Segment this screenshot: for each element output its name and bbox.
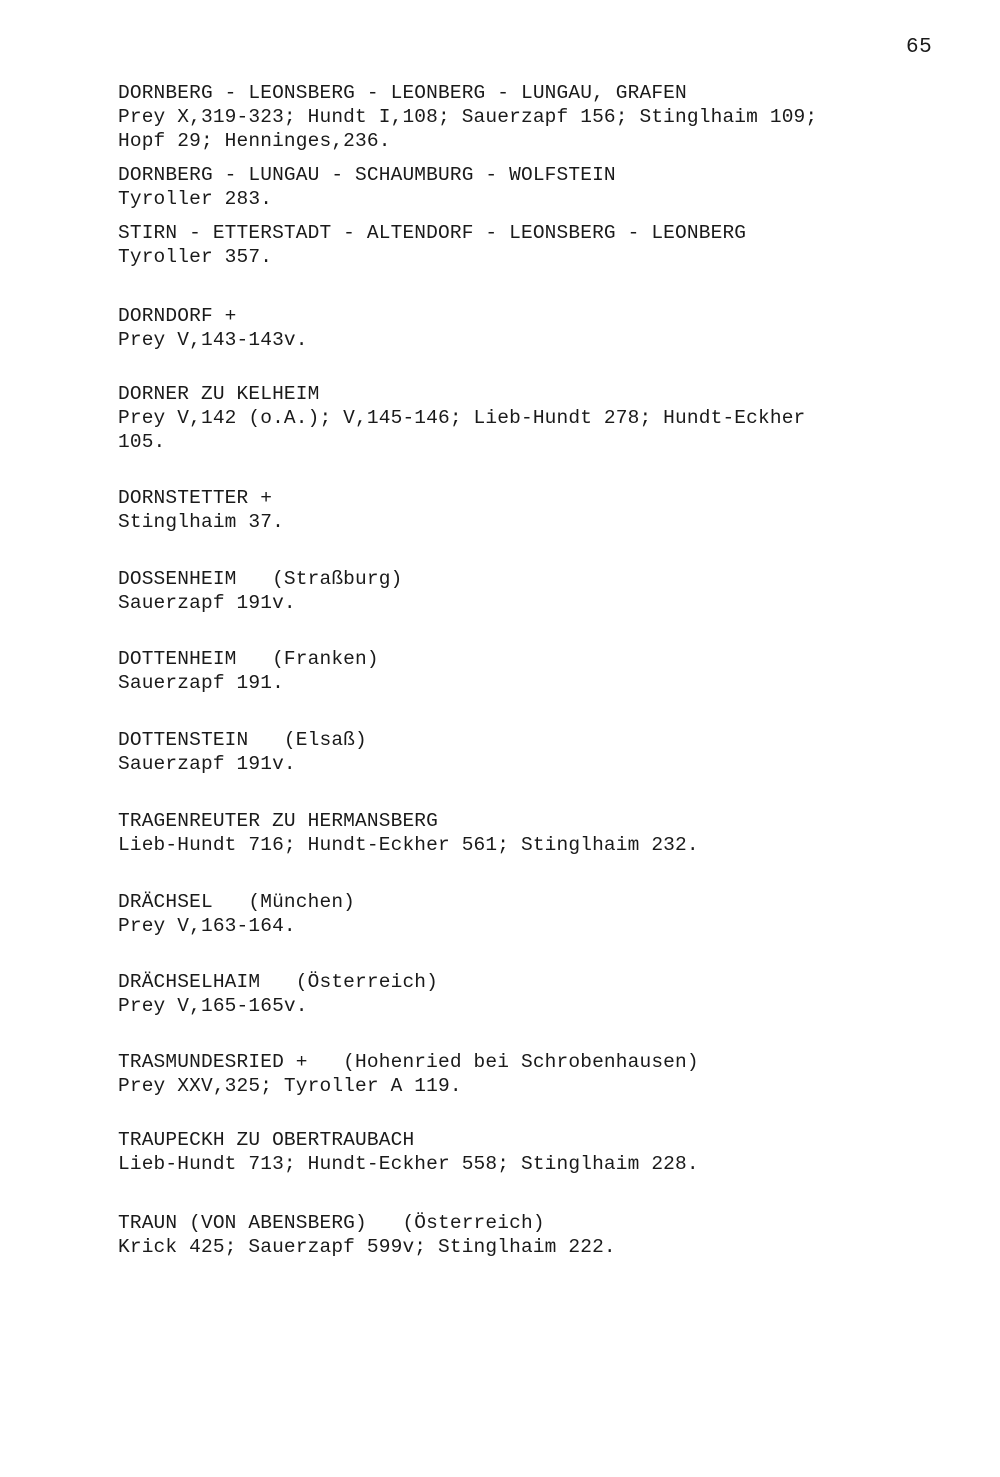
register-entry: [118, 1050, 958, 1098]
entry-heading: STIRN - ETTERSTADT - ALTENDORF - LEONSBERG - LEONBERG: [118, 222, 747, 244]
entry-heading: DRÄCHSELHAIM (Österreich): [118, 971, 439, 993]
entry-reference-line: Tyroller 283.: [118, 188, 273, 210]
register-entry: [118, 647, 958, 695]
entry-reference-line: Prey X,319-323; Hundt I,108; Sauerzapf 156; Stinglhaim 109;: [118, 106, 818, 128]
entry-reference-line: Tyroller 357.: [118, 246, 273, 268]
register-entry: [118, 221, 958, 269]
register-entry: [118, 304, 958, 352]
entry-reference-line: 105.: [118, 431, 166, 453]
entry-reference-line: Stinglhaim 37.: [118, 511, 284, 533]
entry-reference-line: Hopf 29; Henninges,236.: [118, 130, 391, 152]
entry-reference-line: Prey V,163-164.: [118, 915, 296, 937]
entry-heading: DOSSENHEIM (Straßburg): [118, 568, 403, 590]
register-entry: [118, 81, 958, 153]
entry-heading: TRASMUNDESRIED + (Hohenried bei Schrobenhausen): [118, 1051, 699, 1073]
entry-heading: DORNER ZU KELHEIM: [118, 383, 320, 405]
entry-heading: DORNBERG - LUNGAU - SCHAUMBURG - WOLFSTEIN: [118, 164, 616, 186]
entry-reference-line: Prey V,165-165v.: [118, 995, 308, 1017]
entry-heading: DRÄCHSEL (München): [118, 891, 356, 913]
register-entry: [118, 567, 958, 615]
entry-heading: DORNSTETTER +: [118, 487, 273, 509]
entry-reference-line: Prey XXV,325; Tyroller A 119.: [118, 1075, 462, 1097]
entry-reference-line: Sauerzapf 191.: [118, 672, 284, 694]
entry-reference-line: Lieb-Hundt 713; Hundt-Eckher 558; Stinglhaim 228.: [118, 1153, 699, 1175]
register-entry: [118, 1128, 958, 1176]
entry-heading: DORNBERG - LEONSBERG - LEONBERG - LUNGAU, GRAFEN: [118, 82, 687, 104]
page-number: 65: [906, 36, 933, 59]
entry-reference-line: Lieb-Hundt 716; Hundt-Eckher 561; Stinglhaim 232.: [118, 834, 699, 856]
entry-heading: DOTTENSTEIN (Elsaß): [118, 729, 367, 751]
register-entry: [118, 1211, 958, 1259]
register-entry: [118, 890, 958, 938]
entry-heading: TRAGENREUTER ZU HERMANSBERG: [118, 810, 439, 832]
entry-reference-line: Sauerzapf 191v.: [118, 753, 296, 775]
entry-heading: TRAUN (VON ABENSBERG) (Österreich): [118, 1212, 545, 1234]
register-entry: [118, 486, 958, 534]
entry-reference-line: Sauerzapf 191v.: [118, 592, 296, 614]
entry-heading: TRAUPECKH ZU OBERTRAUBACH: [118, 1129, 415, 1151]
entry-heading: DORNDORF +: [118, 305, 237, 327]
register-entry: [118, 382, 958, 454]
register-entry: [118, 728, 958, 776]
entry-reference-line: Prey V,143-143v.: [118, 329, 308, 351]
register-entry: [118, 970, 958, 1018]
entry-reference-line: Prey V,142 (o.A.); V,145-146; Lieb-Hundt 278; Hundt-Eckher: [118, 407, 806, 429]
register-entry: [118, 163, 958, 211]
register-entry: [118, 809, 958, 857]
entry-heading: DOTTENHEIM (Franken): [118, 648, 379, 670]
entry-reference-line: Krick 425; Sauerzapf 599v; Stinglhaim 222.: [118, 1236, 616, 1258]
